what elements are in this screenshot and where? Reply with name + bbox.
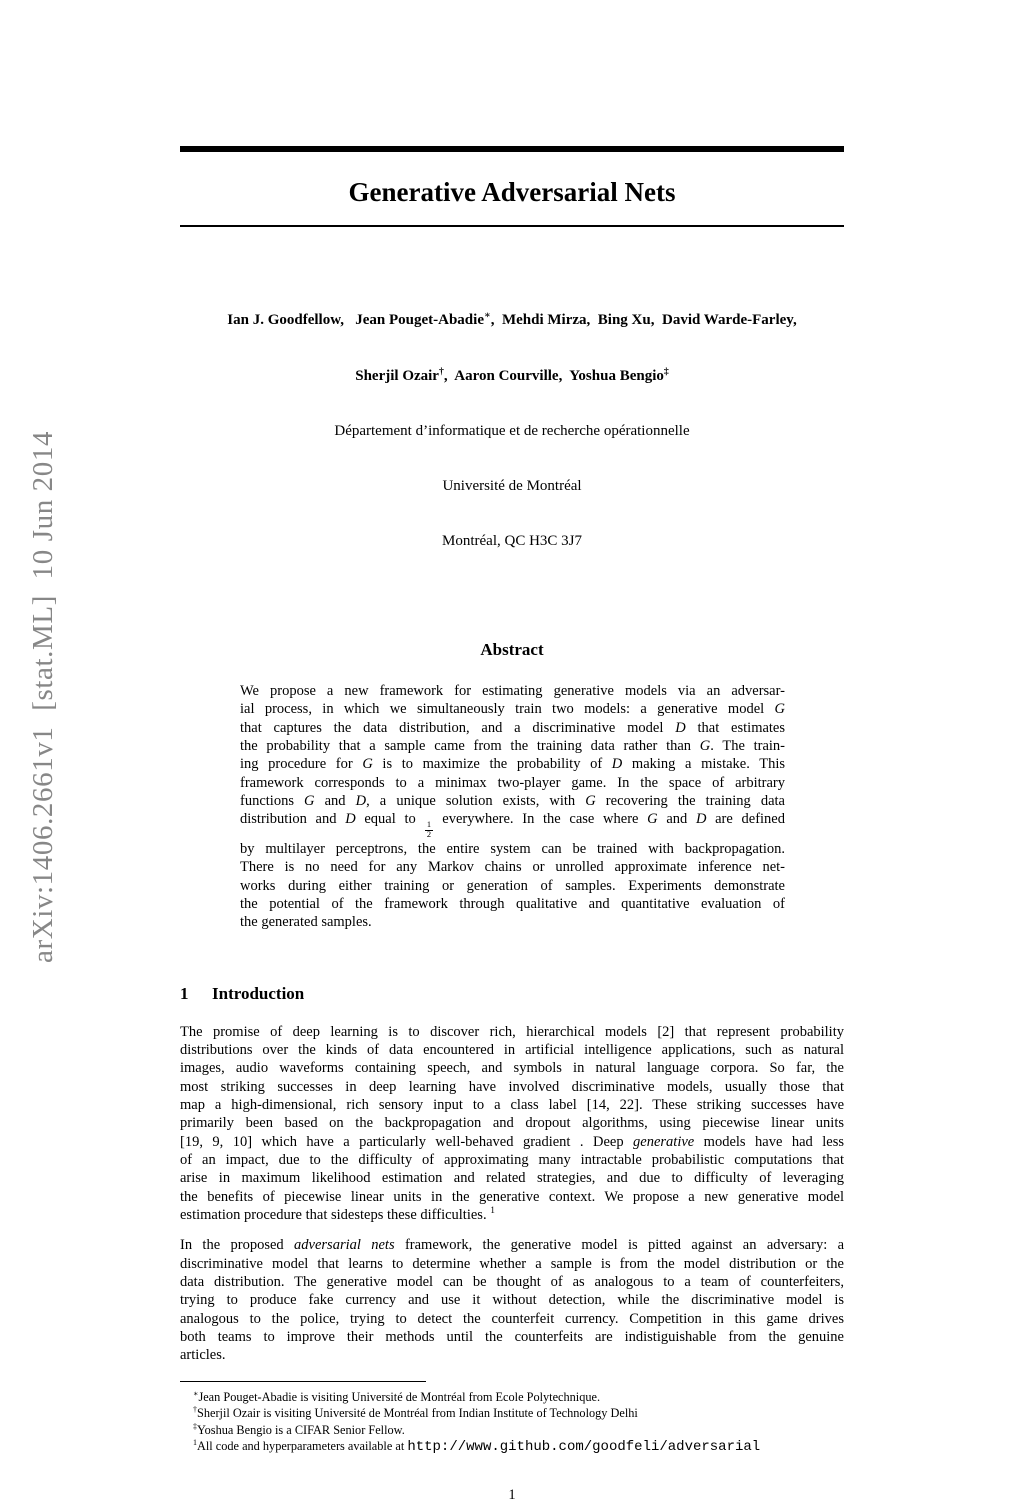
math-text: D xyxy=(355,793,367,810)
text-run: The promise of deep learning is to discover rich, hierarchical models [2] that represent probability xyxy=(180,1023,844,1040)
sup-text: † xyxy=(438,366,444,377)
text-line xyxy=(240,913,785,931)
text-line xyxy=(240,858,785,876)
text-line xyxy=(240,877,785,895)
text-run: that estimates xyxy=(685,719,786,736)
text-run: is to maximize the probability of xyxy=(372,756,612,773)
text-run: Jean Pouget-Abadie is visiting Université de Montréal from Ecole Polytechnique. xyxy=(198,1389,601,1404)
math-text: D xyxy=(675,719,686,736)
text-run: both teams to improve their methods until the counterfeits are indistiguishable from the genuine xyxy=(180,1329,844,1346)
text-run: [19, 9, 10] which have a particularly well-behaved gradient . Deep xyxy=(180,1133,634,1150)
text-run: are defined xyxy=(706,811,785,828)
math-text: D xyxy=(695,811,707,828)
footnote-star xyxy=(180,1389,844,1405)
text-line xyxy=(240,810,785,839)
paper-content xyxy=(180,0,844,1504)
sup-text: † xyxy=(193,1405,197,1415)
text-line xyxy=(180,1096,844,1114)
text-run: and xyxy=(657,811,696,828)
text-run: articles. xyxy=(180,1347,226,1364)
math-text: G xyxy=(699,738,711,755)
text-run: All code and hyperparameters available at xyxy=(197,1438,408,1453)
text-line xyxy=(180,1346,844,1364)
text-line xyxy=(180,1041,844,1059)
text-line xyxy=(180,1188,844,1206)
text-run: distributions over the kinds of data encountered in artificial intelligence applications, such as natural xyxy=(180,1041,844,1058)
it-text: adversarial nets xyxy=(294,1237,395,1254)
text-run: In the proposed xyxy=(180,1237,295,1254)
text-run: trying to produce fake currency and use it without detection, while the discriminative model is xyxy=(180,1292,844,1309)
text-run: framework corresponds to a minimax two-player game. In the space of arbitrary xyxy=(240,774,785,791)
intro-paragraph-1 xyxy=(180,1023,844,1225)
text-run: , Mehdi Mirza, Bing Xu, David Warde-Farley, xyxy=(490,312,797,328)
math-text: G xyxy=(774,701,785,718)
text-run: making a mistake. This xyxy=(622,756,785,773)
text-line xyxy=(180,1151,844,1169)
affiliation-address: Montréal, QC H3C 3J7 xyxy=(442,533,582,549)
footnote-dagger xyxy=(180,1405,844,1421)
sup-text: ∗ xyxy=(483,310,491,321)
affiliation-department: Département d’informatique et de recherche opérationnelle xyxy=(334,423,690,439)
paper-title: Generative Adversarial Nets xyxy=(348,177,676,207)
math-text: G xyxy=(362,756,373,773)
text-line xyxy=(180,1133,844,1151)
affiliation-university: Université de Montréal xyxy=(442,478,582,494)
text-line xyxy=(240,700,785,718)
author-line-2 xyxy=(180,366,844,386)
footnote-code-url xyxy=(180,1438,844,1454)
text-line xyxy=(180,1310,844,1328)
authors-block xyxy=(180,274,844,587)
sup-text: 1 xyxy=(193,1437,197,1447)
text-line xyxy=(240,792,785,810)
text-line xyxy=(180,1236,844,1254)
title-rule xyxy=(180,225,844,227)
text-run: and xyxy=(314,793,356,810)
text-line xyxy=(240,719,785,737)
arxiv-watermark: arXiv:1406.2661v1 [stat.ML] 10 Jun 2014 xyxy=(27,430,59,963)
sup-text: 1 xyxy=(490,1206,495,1217)
text-line xyxy=(180,1114,844,1132)
math-text: G xyxy=(304,793,315,810)
text-run: ing procedure for xyxy=(240,756,363,773)
sup-text: ‡ xyxy=(193,1421,197,1431)
text-line xyxy=(240,755,785,773)
text-line xyxy=(180,1023,844,1041)
text-run: the potential of the framework through qualitative and quantitative evaluation of xyxy=(240,895,785,912)
text-line xyxy=(240,774,785,792)
text-line xyxy=(180,1059,844,1077)
text-line xyxy=(180,1291,844,1309)
math-text: G xyxy=(647,811,658,828)
text-run: the probability that a sample came from the training data rather than xyxy=(240,738,700,755)
text-run: works during either training or generation of samples. Experiments demonstrate xyxy=(240,877,785,894)
text-line xyxy=(180,1206,844,1224)
sup-text: ∗ xyxy=(193,1388,199,1398)
section-number: 1 xyxy=(180,983,189,1003)
it-text: generative xyxy=(633,1133,695,1150)
text-run: the generated samples. xyxy=(240,914,372,931)
text-run: Sherjil Ozair is visiting Université de Montréal from Indian Institute of Technology Delhi xyxy=(197,1406,638,1421)
text-line xyxy=(180,1255,844,1273)
text-run: equal to xyxy=(355,811,425,828)
text-run: of an impact, due to the difficulty of approximating many intractable probabilistic computations that xyxy=(180,1151,844,1168)
text-run: arise in maximum likelihood estimation and related strategies, and due to difficulty of leveraging xyxy=(180,1170,844,1187)
text-run: recovering the training data xyxy=(595,793,785,810)
text-run: Ian J. Goodfellow, Jean Pouget-Abadie xyxy=(227,312,484,328)
text-run: discriminative model that learns to determine whether a sample is from the model distribution or the xyxy=(180,1255,844,1272)
text-line xyxy=(180,1328,844,1346)
text-run: There is no need for any Markov chains or unrolled approximate inference net- xyxy=(240,859,785,876)
text-line xyxy=(180,1169,844,1187)
text-run: , Aaron Courville, Yoshua Bengio xyxy=(443,368,664,384)
abstract-heading: Abstract xyxy=(480,640,544,659)
footnote-double-dagger xyxy=(180,1422,844,1438)
text-run: the benefits of piecewise linear units in the generative context. We propose a new generative model xyxy=(180,1188,844,1205)
footnotes-block xyxy=(180,1389,844,1455)
text-run: most striking successes in deep learning have involved discriminative models, usually those that xyxy=(180,1078,844,1095)
text-line xyxy=(240,682,785,700)
text-line xyxy=(240,840,785,858)
text-run: framework, the generative model is pitted against an adversary: a xyxy=(394,1237,845,1254)
intro-paragraph-2 xyxy=(180,1236,844,1364)
footnote-rule xyxy=(180,1381,426,1382)
section-heading-introduction xyxy=(180,984,844,1004)
text-run: distribution and xyxy=(240,811,346,828)
text-run: that captures the data distribution, and a discriminative model xyxy=(240,719,676,736)
text-run: map a high-dimensional, rich sensory input to a class label [14, 22]. These striking successes have xyxy=(180,1096,844,1113)
text-run: by multilayer perceptrons, the entire system can be trained with backpropagation. xyxy=(240,840,785,857)
fraction: $\frac{1}{2}$ xyxy=(426,820,432,839)
text-line xyxy=(240,895,785,913)
text-run: Sherjil Ozair xyxy=(355,368,439,384)
text-run: analogous to the police, trying to detect the counterfeit currency. Competition in this game drives xyxy=(180,1310,844,1327)
math-text: D xyxy=(345,811,356,828)
text-run: Yoshua Bengio is a CIFAR Senior Fellow. xyxy=(197,1422,405,1437)
text-run: functions xyxy=(240,793,305,810)
text-run: We propose a new framework for estimating generative models via an adversar- xyxy=(240,683,785,699)
author-line-1 xyxy=(180,310,844,330)
math-text: G xyxy=(585,793,596,810)
sup-text: ‡ xyxy=(663,366,669,377)
math-text: D xyxy=(611,756,623,773)
text-run: estimation procedure that sidesteps these difficulties. xyxy=(180,1206,491,1223)
top-rule xyxy=(180,146,844,152)
section-title: Introduction xyxy=(212,983,305,1003)
footnote-url-link[interactable]: http://www.github.com/goodfeli/adversarial xyxy=(407,1438,761,1455)
page-number: 1 xyxy=(508,1487,516,1504)
text-run: data distribution. The generative model can be thought of as analogous to a team of counterfeiters, xyxy=(180,1274,844,1290)
text-line xyxy=(180,1078,844,1096)
text-run: . The train- xyxy=(710,738,785,755)
text-line xyxy=(240,737,785,755)
text-run: images, audio waveforms containing speech, and symbols in natural language corpora. So far, the xyxy=(180,1060,844,1077)
abstract-text xyxy=(240,682,785,932)
text-run: , a unique solution exists, with xyxy=(366,793,586,810)
text-line xyxy=(180,1273,844,1291)
text-run: primarily been based on the backpropagation and dropout algorithms, using piecewise linear units xyxy=(180,1115,844,1132)
text-run: ial process, in which we simultaneously train two models: a generative model xyxy=(240,701,775,718)
text-run: models have had less xyxy=(694,1133,844,1150)
text-run: everywhere. In the case where xyxy=(433,811,648,828)
